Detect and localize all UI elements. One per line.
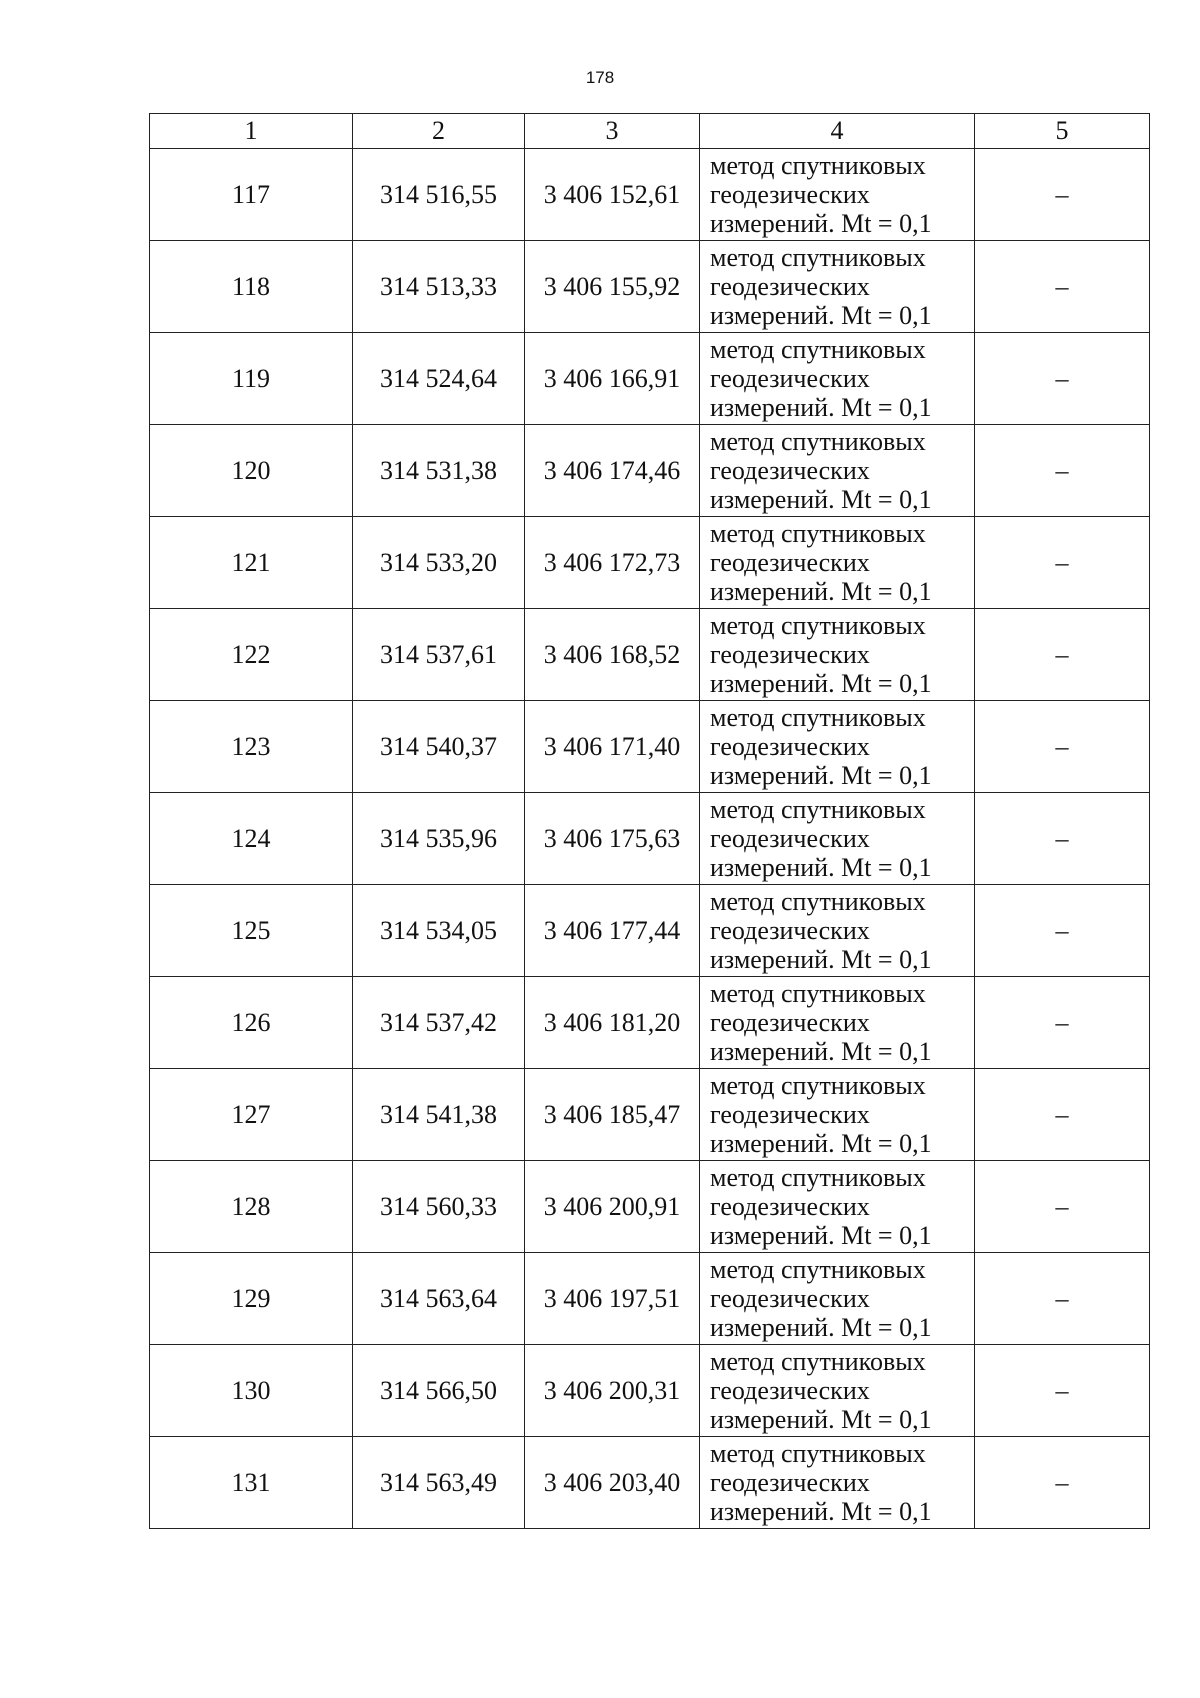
- method-cell: [700, 977, 975, 1069]
- y-coordinate-cell: 3 406 155,92: [525, 241, 700, 333]
- method-line: метод спутниковых: [710, 335, 926, 364]
- method-line: геодезических: [710, 1008, 870, 1037]
- x-coordinate-cell: 314 563,49: [353, 1437, 525, 1529]
- method-cell: [700, 149, 975, 241]
- method-line: метод спутниковых: [710, 243, 926, 272]
- header-col-4: 4: [700, 114, 975, 149]
- y-coordinate-cell: 3 406 171,40: [525, 701, 700, 793]
- point-number-cell: 126: [150, 977, 353, 1069]
- method-line: измерений. Mt = 0,1: [710, 1037, 932, 1066]
- note-cell: –: [975, 1437, 1150, 1529]
- header-col-5: 5: [975, 114, 1150, 149]
- method-line: метод спутниковых: [710, 979, 926, 1008]
- page-number: 178: [585, 68, 615, 87]
- method-line: метод спутниковых: [710, 1439, 926, 1468]
- y-coordinate-cell: 3 406 175,63: [525, 793, 700, 885]
- point-number-cell: 122: [150, 609, 353, 701]
- method-line: метод спутниковых: [710, 1347, 926, 1376]
- table-row: [150, 1161, 1150, 1253]
- point-number-cell: 127: [150, 1069, 353, 1161]
- note-cell: –: [975, 1253, 1150, 1345]
- x-coordinate-cell: 314 516,55: [353, 149, 525, 241]
- table-row: [150, 977, 1150, 1069]
- method-line: геодезических: [710, 1468, 870, 1497]
- method-line: метод спутниковых: [710, 151, 926, 180]
- method-line: измерений. Mt = 0,1: [710, 669, 932, 698]
- method-cell: [700, 1253, 975, 1345]
- x-coordinate-cell: 314 513,33: [353, 241, 525, 333]
- method-cell: [700, 517, 975, 609]
- method-cell: [700, 1345, 975, 1437]
- table-body: [150, 149, 1150, 1529]
- note-cell: –: [975, 241, 1150, 333]
- table-row: [150, 517, 1150, 609]
- method-line: геодезических: [710, 1376, 870, 1405]
- table-row: [150, 701, 1150, 793]
- method-line: измерений. Mt = 0,1: [710, 1405, 932, 1434]
- note-cell: –: [975, 333, 1150, 425]
- note-cell: –: [975, 885, 1150, 977]
- method-cell: [700, 425, 975, 517]
- table-row: [150, 1437, 1150, 1529]
- point-number-cell: 128: [150, 1161, 353, 1253]
- table-row: [150, 1345, 1150, 1437]
- y-coordinate-cell: 3 406 200,31: [525, 1345, 700, 1437]
- y-coordinate-cell: 3 406 177,44: [525, 885, 700, 977]
- point-number-cell: 119: [150, 333, 353, 425]
- x-coordinate-cell: 314 566,50: [353, 1345, 525, 1437]
- method-line: метод спутниковых: [710, 1163, 926, 1192]
- method-line: измерений. Mt = 0,1: [710, 761, 932, 790]
- x-coordinate-cell: 314 533,20: [353, 517, 525, 609]
- method-line: геодезических: [710, 180, 870, 209]
- x-coordinate-cell: 314 540,37: [353, 701, 525, 793]
- method-line: метод спутниковых: [710, 427, 926, 456]
- header-row: [150, 114, 1150, 149]
- point-number-cell: 124: [150, 793, 353, 885]
- method-line: метод спутниковых: [710, 519, 926, 548]
- header-col-3: 3: [525, 114, 700, 149]
- table-row: [150, 1069, 1150, 1161]
- method-line: геодезических: [710, 456, 870, 485]
- method-line: геодезических: [710, 640, 870, 669]
- y-coordinate-cell: 3 406 185,47: [525, 1069, 700, 1161]
- method-line: геодезических: [710, 916, 870, 945]
- method-line: измерений. Mt = 0,1: [710, 301, 932, 330]
- x-coordinate-cell: 314 537,61: [353, 609, 525, 701]
- table-row: [150, 793, 1150, 885]
- note-cell: –: [975, 793, 1150, 885]
- x-coordinate-cell: 314 560,33: [353, 1161, 525, 1253]
- method-line: измерений. Mt = 0,1: [710, 209, 932, 238]
- coordinates-table: [149, 113, 1150, 1529]
- note-cell: –: [975, 1161, 1150, 1253]
- x-coordinate-cell: 314 534,05: [353, 885, 525, 977]
- method-cell: [700, 1069, 975, 1161]
- table-row: [150, 609, 1150, 701]
- method-cell: [700, 609, 975, 701]
- point-number-cell: 125: [150, 885, 353, 977]
- y-coordinate-cell: 3 406 174,46: [525, 425, 700, 517]
- point-number-cell: 118: [150, 241, 353, 333]
- method-cell: [700, 1161, 975, 1253]
- note-cell: –: [975, 1345, 1150, 1437]
- method-line: геодезических: [710, 1192, 870, 1221]
- note-cell: –: [975, 701, 1150, 793]
- y-coordinate-cell: 3 406 200,91: [525, 1161, 700, 1253]
- x-coordinate-cell: 314 563,64: [353, 1253, 525, 1345]
- method-line: измерений. Mt = 0,1: [710, 1221, 932, 1250]
- point-number-cell: 120: [150, 425, 353, 517]
- method-line: геодезических: [710, 548, 870, 577]
- method-line: измерений. Mt = 0,1: [710, 485, 932, 514]
- method-line: измерений. Mt = 0,1: [710, 1497, 932, 1526]
- method-line: геодезических: [710, 732, 870, 761]
- method-line: метод спутниковых: [710, 611, 926, 640]
- note-cell: –: [975, 149, 1150, 241]
- x-coordinate-cell: 314 524,64: [353, 333, 525, 425]
- method-line: метод спутниковых: [710, 703, 926, 732]
- method-cell: [700, 241, 975, 333]
- y-coordinate-cell: 3 406 152,61: [525, 149, 700, 241]
- x-coordinate-cell: 314 537,42: [353, 977, 525, 1069]
- method-line: геодезических: [710, 824, 870, 853]
- method-line: геодезических: [710, 272, 870, 301]
- y-coordinate-cell: 3 406 203,40: [525, 1437, 700, 1529]
- method-line: измерений. Mt = 0,1: [710, 853, 932, 882]
- point-number-cell: 130: [150, 1345, 353, 1437]
- y-coordinate-cell: 3 406 181,20: [525, 977, 700, 1069]
- method-cell: [700, 793, 975, 885]
- note-cell: –: [975, 1069, 1150, 1161]
- method-line: метод спутниковых: [710, 887, 926, 916]
- note-cell: –: [975, 609, 1150, 701]
- method-line: измерений. Mt = 0,1: [710, 1129, 932, 1158]
- x-coordinate-cell: 314 531,38: [353, 425, 525, 517]
- x-coordinate-cell: 314 535,96: [353, 793, 525, 885]
- table-row: [150, 885, 1150, 977]
- point-number-cell: 123: [150, 701, 353, 793]
- method-line: геодезических: [710, 1284, 870, 1313]
- point-number-cell: 131: [150, 1437, 353, 1529]
- method-line: метод спутниковых: [710, 795, 926, 824]
- table-header: [150, 114, 1150, 149]
- header-col-1: 1: [150, 114, 353, 149]
- table-row: [150, 1253, 1150, 1345]
- table-row: [150, 149, 1150, 241]
- point-number-cell: 121: [150, 517, 353, 609]
- note-cell: –: [975, 977, 1150, 1069]
- y-coordinate-cell: 3 406 168,52: [525, 609, 700, 701]
- note-cell: –: [975, 517, 1150, 609]
- method-line: измерений. Mt = 0,1: [710, 577, 932, 606]
- method-line: измерений. Mt = 0,1: [710, 945, 932, 974]
- y-coordinate-cell: 3 406 197,51: [525, 1253, 700, 1345]
- method-cell: [700, 701, 975, 793]
- x-coordinate-cell: 314 541,38: [353, 1069, 525, 1161]
- point-number-cell: 129: [150, 1253, 353, 1345]
- y-coordinate-cell: 3 406 166,91: [525, 333, 700, 425]
- table-row: [150, 241, 1150, 333]
- method-line: метод спутниковых: [710, 1255, 926, 1284]
- method-line: геодезических: [710, 1100, 870, 1129]
- table-row: [150, 333, 1150, 425]
- method-line: геодезических: [710, 364, 870, 393]
- header-col-2: 2: [353, 114, 525, 149]
- method-line: измерений. Mt = 0,1: [710, 393, 932, 422]
- y-coordinate-cell: 3 406 172,73: [525, 517, 700, 609]
- table-row: [150, 425, 1150, 517]
- method-line: метод спутниковых: [710, 1071, 926, 1100]
- method-cell: [700, 333, 975, 425]
- point-number-cell: 117: [150, 149, 353, 241]
- method-cell: [700, 885, 975, 977]
- method-cell: [700, 1437, 975, 1529]
- method-line: измерений. Mt = 0,1: [710, 1313, 932, 1342]
- note-cell: –: [975, 425, 1150, 517]
